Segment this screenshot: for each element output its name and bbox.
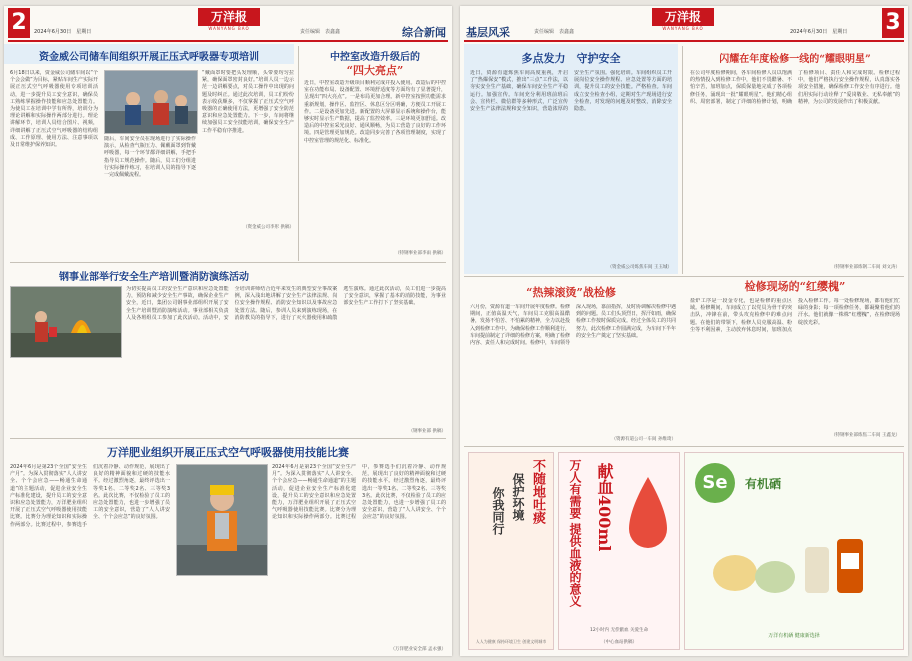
psa-slogan-a: 不随地吐痰 [530, 459, 545, 524]
psa-slogan-b: 保护环境 [511, 473, 525, 521]
right-masthead-rule [464, 40, 904, 42]
psa-slogan-c: 你我同行 [491, 487, 505, 535]
right-a3-author: （资源有道公司一车间 孙维琦） [611, 437, 676, 442]
right-col-divider-1 [682, 46, 683, 274]
left-a1-photo [104, 70, 198, 134]
blood-ad-sub: 12小时内 无偿献血 关爱生命 [589, 628, 649, 633]
right-issue-date: 2024年6月30日 星期日 [790, 29, 848, 35]
left-a3-headline: 钢事业部举行安全生产培训暨消防演练活动 [59, 272, 249, 283]
left-a4-headline: 万洋肥业组织开展正压式空气呼吸器使用技能比赛 [107, 446, 349, 459]
left-a2-body: 近日，中控室改造升级项目顺利完成并投入使用。改造后的中控室在功能布局、设备配置、环境舒适度等方面均有了显著提升，呈现出“四大亮点”。一是布局更加合理。新中控室按照功能需求重新规划，操作区、监控区、休息区分区明确，方便员工开展工作。二是设备更加先进。新配置的大屏幕显示系统和操作台，能够实时显示生产数据，提高了监控效率。三是环境更加舒适。改造后的中控室采光良好、通风顺畅，为员工营造了良好的工作环境。四是管理更加规范。改造同步完善了各项管理制度，实现了中控室管理的规范化、标准化。 [304, 80, 446, 144]
right-a3-headline: “热辣滚烫”战检修 [526, 286, 616, 299]
left-page-number: 2 [8, 8, 30, 38]
right-a2-headline: 闪耀在年度检修一线的“耀眼明星” [719, 54, 871, 65]
left-a2-headline-accent: “四大亮点” [346, 64, 404, 77]
right-masthead [460, 6, 908, 42]
left-col-divider-1 [298, 46, 299, 261]
blood-ad-headline: 万人有需要 提供血液的意义 [568, 459, 582, 608]
right-a1-author: （资金威公司炼焦车间 王玉城） [607, 265, 672, 270]
se-products-icon [705, 523, 885, 603]
right-page [460, 6, 908, 656]
left-section-title: 综合新闻 [402, 26, 446, 39]
psa-caption: 人人为健康 保持环境卫生 创建文明城市 [475, 639, 547, 644]
left-masthead-logo: 万洋报 [198, 8, 260, 26]
psa-ad [468, 452, 554, 650]
right-a1-headline: 多点发力 守护安全 [521, 52, 621, 65]
left-a1-body-col2: 随后，车间安全员在现场进行了实际操作演示，从检查气瓶压力、佩戴面罩到背戴呼吸器，每一个环节都详细讲解，手把手指导员工规范操作。随后，员工们分组进行实际操作练习，在培训人员的指导下逐一完成佩戴流程。 [104, 136, 196, 179]
right-a1-body: 近日，资源有道炼焦车间高度重视，开启了“热爆保安”模式，推出“三点”工作法，以夯实安全生产基础，确保车间安全生产平稳运行。加强宣传。车间充分利用班前班后会、宣传栏、微信群等多种形式，广泛宣传安全生产法律法规和安全知识，营造浓厚的安全生产氛围。强化培训。车间组织员工开展岗位安全操作规程、应急处置等方面的培训，提升员工的安全技能。严格检查。车间成立安全检查小组，定期对生产现场进行安全检查，对发现的问题及时整改，消除安全隐患。 [470, 70, 672, 113]
left-a2-author: （特钢事业部李雨 供稿） [395, 251, 446, 256]
right-row-divider-1 [464, 276, 904, 277]
left-a4-body: 2024年6月是第23个全国“安全生产月”。为深入贯彻落实“人人讲安全、个个会应急——畅通生命通道”的主题活动，促进企业安全生产标准化建设，提升员工的安全意识和应急处置能力，万洋肥业组织开展了正压式空气呼吸器使用技能比赛。比赛分为理论知识和实际操作两部分。比赛过程中，参赛选手们沉着冷静、动作规范，展现出了良好的精神面貌和过硬的技能水平。经过激烈角逐，最终评选出一等奖1名、二等奖2名、三等奖3名。此次比赛，不仅检验了员工的应急处置能力，也进一步增强了员工的安全意识，营造了“人人讲安全、个个会应急”的良好氛围。 [10, 464, 170, 528]
se-ad-caption: 万洋有机硒 健康新选择 [768, 633, 820, 639]
blood-ad-footer: （中心血站供稿） [601, 640, 637, 645]
left-row-divider-1 [10, 262, 446, 263]
left-a2-headline: 中控室改造升级后的 [330, 52, 420, 63]
blood-drop-icon [625, 473, 671, 553]
right-a4-body: 盐炉工序是一段金专化，也是检修的重点区域。检修期间，车间成立了以党员为骨干的突击队，冲锋在前，带头攻克检修中的难点问题。在他们的带领下，检修人员克服高温、粉尘等不利因素，主动放弃休息时间，加班加点投入检修工作。每一处检修现场，都有他们忙碌的身影；每一项检修任务，都凝聚着他们的汗水。他们就像一株株“红缨槐”，在检修现场绽放光彩。 [690, 298, 900, 333]
blood-ad [558, 452, 680, 650]
left-a1-body-col1: 6月18日以来，资金威公司储车间以“个个会会做”为目标，紧贴车间生产实际开展正压式空气呼吸器使用专项培训活动，进一步提升员工安全意识，确保员工熟练掌握操作技能和应急处置能力。为使员工在培训中学有所得，培训分为理论讲解和实际操作两部分进行。理论讲解环节，培训人员结合图片、视频，详细讲解了正压式空气呼吸器的结构组成、工作原理、使用方法、注意事项以及日常维护保养知识。 [10, 70, 98, 149]
se-ad-title: 有机硒 [745, 477, 782, 491]
right-editor-line: 责任编辑 表鑫鑫 [534, 29, 575, 35]
left-editor-line: 责任编辑 表鑫鑫 [300, 29, 341, 35]
left-a1-headline: 资金威公司储车间组织开展正压式呼吸器专项培训 [39, 52, 259, 63]
left-a3-photo [10, 286, 122, 358]
left-masthead [4, 6, 452, 42]
left-a1-body-col3: “戴面罩时要把头发理顺，头带要均匀拉紧，确保面罩密封良好。”培训人员一边示范一边讲解要点，对员工操作中出现的问题及时纠正。通过此次培训，员工们纷纷表示收获颇多，不仅掌握了正压式空气呼吸器的正确使用方法，更增强了安全防范意识和应急处置能力。下一步，车间将继续加强员工安全技能培训，确保安全生产工作平稳有序推进。 [202, 70, 294, 134]
left-a1-author: （资金威公司李彤 供稿） [243, 225, 294, 230]
left-issue-date: 2024年6月30日 星期日 [34, 29, 92, 35]
se-badge: Se [695, 463, 735, 503]
right-a4-headline: 检修现场的“红缨槐” [744, 280, 846, 293]
right-a2-body: 在公司年度检修期间，各车间检修人员以饱满的热情投入到检修工作中，他们不畏酷暑、不怕辛苦，加班加点，保质保量地完成了各项检修任务，涌现出一批“耀眼明星”。他们精心组织、周密部署，制定了详细的检修计划，明确了检修项目、责任人和完成时限。检修过程中，他们严格执行安全操作规程，认真落实各项安全措施，确保检修工作安全有序进行。他们用实际行动诠释了“爱岗敬业、无私奉献”的精神，为公司的发展作出了积极贡献。 [690, 70, 900, 105]
se-ad [684, 452, 904, 650]
left-a4-photo [176, 464, 268, 576]
left-masthead-sub: WANYANG BAO [208, 26, 250, 31]
left-a4-author: （万洋肥业安全部 孟永强） [390, 647, 446, 652]
right-page-number: 3 [882, 8, 904, 38]
left-page [4, 6, 452, 656]
right-row-divider-2 [464, 446, 904, 447]
right-masthead-sub: WANYANG BAO [662, 26, 704, 31]
right-a4-author: （特钢事业部炼焦二车间 王鑫龙） [831, 433, 900, 438]
left-a3-body: 为切实提高员工的安全生产意识和应急处置能力，预防和减少安全生产事故，确保企业生产安全，近日，集团公司钢事业部组织开展了安全生产培训暨消防演练活动。事业部相关负责人及各班组员工参加了此次活动。活动中，安全培训讲师结合近年来发生的典型安全事故案例，深入浅出地讲解了安全生产法律法规、岗位安全操作规程、消防安全知识以及事故应急处置方法。随后，参训人员来到演练现场，在消防教员的指导下，进行了灭火器使用和疏散逃生演练。通过此次活动，员工们进一步提高了安全意识，掌握了基本的消防技能，为事业部安全生产工作打下了坚实基础。 [126, 286, 446, 321]
right-masthead-logo: 万洋报 [652, 8, 714, 26]
left-row-divider-2 [10, 438, 446, 439]
left-a3-author: （钢事业部 供稿） [408, 429, 446, 434]
right-a2-author: （特钢事业部炼钢二车间 刘文涛） [831, 265, 900, 270]
right-a3-body: 六月份，资源有道一车间开展年度检修。检修期间，正值高温天气，车间员工克服高温酷暑，发扬不怕苦、不怕累的精神，全力以赴投入到检修工作中。为确保检修工作顺利进行，车间提前制定了详细的检修方案，明确了检修内容、责任人和完成时间。检修中，车间领导深入现场，靠前指挥，及时协调解决检修中遇到的问题。员工们头顶烈日，挥汗如雨，确保检修工作按时保质完成。经过全体员工的共同努力，此次检修工作圆满完成，为车间下半年的安全生产奠定了坚实基础。 [470, 304, 676, 347]
left-masthead-rule [8, 40, 448, 42]
blood-ad-amount: 献血400ml [595, 463, 614, 552]
right-section-title: 基层风采 [466, 26, 510, 39]
left-a4-body-cont: 2024年6月是第23个全国“安全生产月”。为深入贯彻落实“人人讲安全、个个会应急——畅通生命通道”的主题活动，促进企业安全生产标准化建设，提升员工的安全意识和应急处置能力，万洋肥业组织开展了正压式空气呼吸器使用技能比赛。比赛分为理论知识和实际操作两部分。比赛过程中，参赛选手们沉着冷静、动作规范，展现出了良好的精神面貌和过硬的技能水平。经过激烈角逐，最终评选出一等奖1名、二等奖2名、三等奖3名。此次比赛，不仅检验了员工的应急处置能力，也进一步增强了员工的安全意识，营造了“人人讲安全、个个会应急”的良好氛围。 [272, 464, 446, 521]
